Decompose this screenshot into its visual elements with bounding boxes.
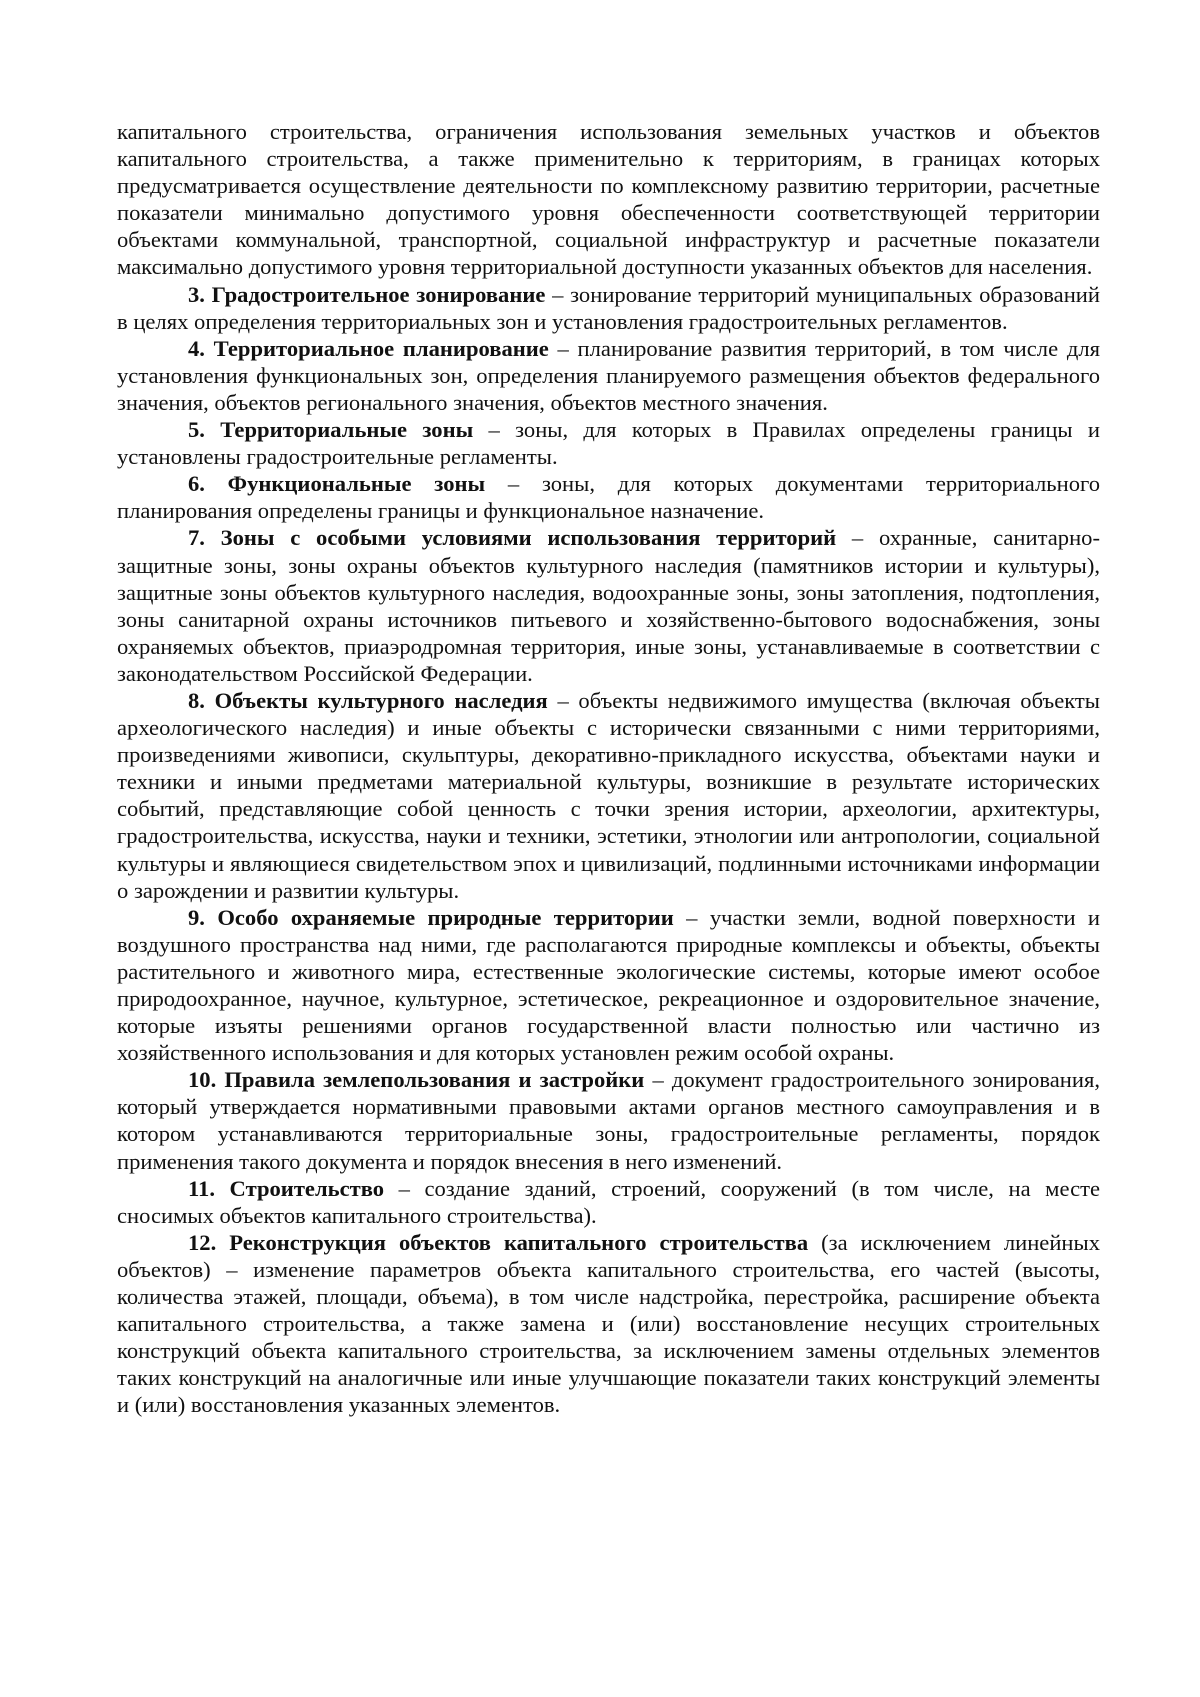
definition-12 bbox=[117, 1229, 1100, 1419]
definition-4 bbox=[117, 335, 1100, 416]
definition-text: – охранные, санитарно-защитные зоны, зоны охраны объектов культурного наследия (памятников истории и культуры), защитные зоны объектов культурного наследия, водоохранные зоны, зоны затопления, подтопления, зоны санитарной охраны источников питьевого и хозяйственно-бытового водоснабжения, зоны охраняемых объектов, приаэродромная территория, иные зоны, устанавливаемые в соответствии с законодательством Российской Федерации. bbox=[117, 525, 1100, 686]
definition-text: – участки земли, водной поверхности и воздушного пространства над ними, где располагаются природные комплексы и объекты, объекты растительного и животного мира, естественные экологические системы, которые имеют особое природоохранное, научное, культурное, эстетическое, рекреационное и оздоровительное значение, которые изъяты решениями органов государственной власти полностью или частично из хозяйственного использования и для которых установлен режим особой охраны. bbox=[117, 904, 1101, 1066]
continuation-paragraph: капитального строительства, ограничения использования земельных участков и объектов капитального строительства, а также применительно к территориям, в границах которых предусматривается осуществление деятельности по комплексному развитию территории, расчетные показатели минимально допустимого уровня обеспеченности соответствующей территории объектами коммунальной, транспортной, социальной инфраструктур и расчетные показатели максимально допустимого уровня территориальной доступности указанных объектов для населения. bbox=[117, 119, 1100, 280]
definition-text: – планирование развития территорий, в том числе для установления функциональных зон, определения планируемого размещения объектов федерального значения, объектов регионального значения, объектов местного значения. bbox=[117, 335, 1100, 415]
definition-9 bbox=[117, 904, 1100, 1067]
definition-10 bbox=[117, 1066, 1100, 1174]
definition-text: – создание зданий, строений, сооружений (в том числе, на месте сносимых объектов капитального строительства). bbox=[117, 1175, 1100, 1228]
definition-term: 3. Градостроительное зонирование bbox=[188, 281, 546, 307]
definition-8 bbox=[117, 687, 1100, 904]
definition-term: 12. Реконструкция объектов капитального строительства bbox=[188, 1229, 809, 1255]
document-page bbox=[117, 118, 1100, 1419]
definition-term: 6. Функциональные зоны bbox=[188, 471, 486, 497]
definition-text: (за исключением линейных объектов) – изменение параметров объекта капитального строительства, его частей (высоты, количества этажей, площади, объема), в том числе надстройка, перестройка, расширение объекта капитального строительства, а также замена и (или) восстановление несущих строительных конструкций объекта капитального строительства, за исключением замены отдельных элементов таких конструкций на аналогичные или иные улучшающие показатели таких конструкций элементы и (или) восстановления указанных элементов. bbox=[117, 1229, 1100, 1418]
definition-text: – зоны, для которых в Правилах определены границы и установлены градостроительные регламенты. bbox=[117, 417, 1100, 470]
definition-term: 5. Территориальные зоны bbox=[188, 417, 474, 443]
definition-text: – документ градостроительного зонирования, который утверждается нормативными правовыми актами органов местного самоуправления и в котором устанавливаются территориальные зоны, градостроительные регламенты, порядок применения такого документа и порядок внесения в него изменений. bbox=[117, 1067, 1100, 1174]
definition-term: 11. Строительство bbox=[188, 1175, 385, 1201]
definition-text: – объекты недвижимого имущества (включая объекты археологического наследия) и иные объекты с исторически связанными с ними территориями, произведениями живописи, скульптуры, декоративно-прикладного искусства, объектами науки и техники и иными предметами материальной культуры, возникшие в результате исторических событий, представляющие собой ценность с точки зрения истории, археологии, архитектуры, градостроительства, искусства, науки и техники, эстетики, этнологии или антропологии, социальной культуры и являющиеся свидетельством эпох и цивилизаций, подлинными источниками информации о зарождении и развитии культуры. bbox=[117, 687, 1100, 903]
definition-text: – зоны, для которых документами территориального планирования определены границы и функциональное назначение. bbox=[117, 471, 1100, 524]
definition-term: 10. Правила землепользования и застройки bbox=[188, 1067, 645, 1093]
definition-term: 8. Объекты культурного наследия bbox=[188, 687, 548, 713]
definition-term: 7. Зоны с особыми условиями использования территорий bbox=[188, 525, 837, 551]
definition-11 bbox=[117, 1175, 1100, 1229]
definition-7 bbox=[117, 524, 1100, 687]
definition-5 bbox=[117, 416, 1100, 470]
definition-text: – зонирование территорий муниципальных образований в целях определения территориальных зон и установления градостроительных регламентов. bbox=[117, 281, 1100, 334]
definition-term: 9. Особо охраняемые природные территории bbox=[188, 904, 674, 930]
definition-term: 4. Территориальное планирование bbox=[188, 335, 549, 361]
definition-3 bbox=[117, 281, 1100, 335]
definition-6 bbox=[117, 470, 1100, 524]
